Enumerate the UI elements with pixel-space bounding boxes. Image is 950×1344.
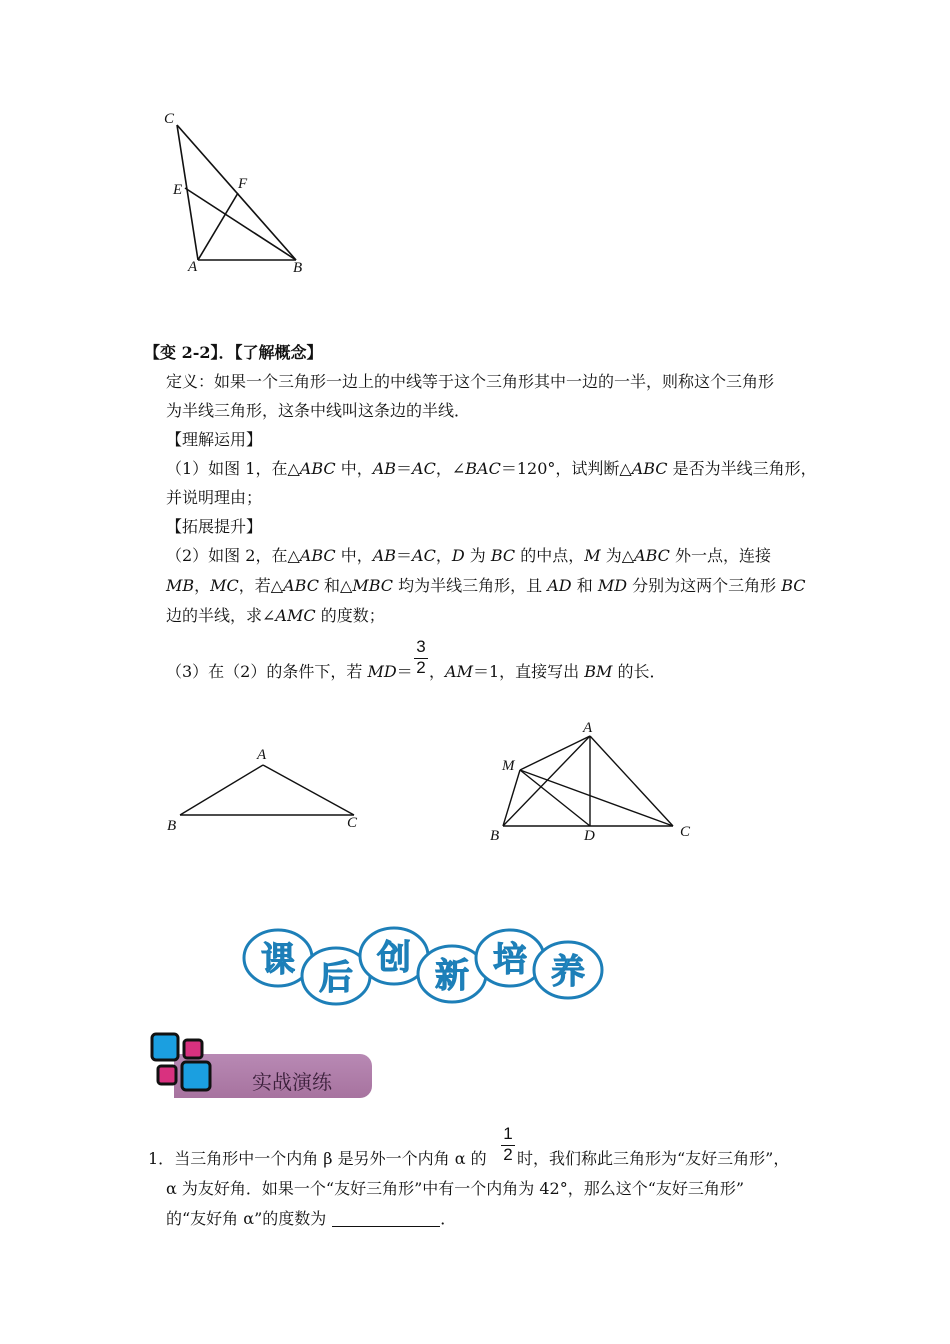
segment-ma xyxy=(520,736,590,770)
figure-2-label-c: C xyxy=(680,824,691,840)
exercise-1-fraction-denominator: 2 xyxy=(503,1145,513,1164)
banner-char-2: 后 xyxy=(319,958,353,998)
exercise-1-line-3: 的“友好角 α”的度数为 ． xyxy=(166,1209,457,1228)
exercise-1-line-1-a: 1．当三角形中一个内角 β 是另外一个内角 α 的 xyxy=(148,1149,487,1168)
figure-1-label-a: A xyxy=(257,747,267,763)
banner-after-class-innovation xyxy=(238,920,618,1020)
banner-char-1: 课 xyxy=(261,940,295,980)
label-a: A xyxy=(188,259,198,275)
label-c: C xyxy=(164,111,175,127)
figure-2-label-m: M xyxy=(502,758,515,774)
question-2-line-3: 边的半线，求∠AMC 的度数； xyxy=(166,606,385,625)
definition-line-1: 定义：如果一个三角形一边上的中线等于这个三角形其中一边的一半，则称这个三角形 xyxy=(166,372,775,391)
segment-ac xyxy=(263,765,354,815)
fraction-numerator: 3 xyxy=(416,637,426,656)
label-f: F xyxy=(238,176,248,192)
question-3-part-b: ，AM＝1，直接写出 BM 的长． xyxy=(429,662,666,681)
figure-2-label-a: A xyxy=(583,720,593,736)
figure-1-label-c: C xyxy=(347,815,358,831)
figure-1-triangle xyxy=(170,750,370,830)
exercise-1-number: 1． xyxy=(148,1149,175,1168)
banner-char-6: 养 xyxy=(551,952,585,992)
section-tag-grid-icon xyxy=(148,1028,218,1098)
segment-ba xyxy=(180,765,263,815)
exercise-1-line-1-b: 时，我们称此三角形为“友好三角形”， xyxy=(517,1149,790,1168)
question-2-line-2: MB，MC，若△ABC 和△MBC 均为半线三角形，且 AD 和 MD 分别为这两个三角形 BC xyxy=(166,576,806,595)
question-3-part-a: （3）在（2）的条件下，若 MD＝ xyxy=(166,662,413,681)
section-tag-title: 实战演练 xyxy=(252,1070,332,1094)
exercise-1-line-2: α 为友好角．如果一个“友好三角形”中有一个内角为 42°，那么这个“友好三角形” xyxy=(166,1179,745,1198)
section-tag xyxy=(148,1028,378,1108)
answer-blank[interactable] xyxy=(332,1210,440,1227)
fraction-denominator: 2 xyxy=(416,658,426,677)
question-1-line-1: （1）如图 1，在△ABC 中，AB＝AC，∠BAC＝120°，试判断△ABC 是否为半线三角形， xyxy=(166,459,817,478)
question-1-line-2: 并说明理由； xyxy=(166,488,263,507)
segment-af xyxy=(198,193,238,260)
section-extend: 【拓展提升】 xyxy=(166,517,263,536)
segment-eb xyxy=(185,188,296,260)
segment-mc xyxy=(520,770,673,826)
figure-2-label-b: B xyxy=(490,828,500,844)
segment-ac xyxy=(590,736,673,826)
banner-char-5: 培 xyxy=(493,940,527,980)
banner-char-3: 创 xyxy=(377,938,411,978)
section-understand-apply: 【理解运用】 xyxy=(166,430,263,449)
figure-2-label-d: D xyxy=(584,828,595,844)
figure-1-label-b: B xyxy=(167,818,177,834)
label-e: E xyxy=(173,182,183,198)
variant-heading: 【变 2-2】．【了解概念】 xyxy=(144,343,323,362)
definition-line-2: 为半线三角形，这条中线叫这条边的半线． xyxy=(166,401,471,420)
figure-2-triangle xyxy=(490,725,690,835)
exercise-1-fraction-numerator: 1 xyxy=(503,1124,513,1143)
banner-char-4: 新 xyxy=(435,956,469,996)
label-b: B xyxy=(293,260,303,276)
question-2-line-1: （2）如图 2，在△ABC 中，AB＝AC，D 为 BC 的中点，M 为△ABC 外一点，连接 xyxy=(166,546,772,565)
